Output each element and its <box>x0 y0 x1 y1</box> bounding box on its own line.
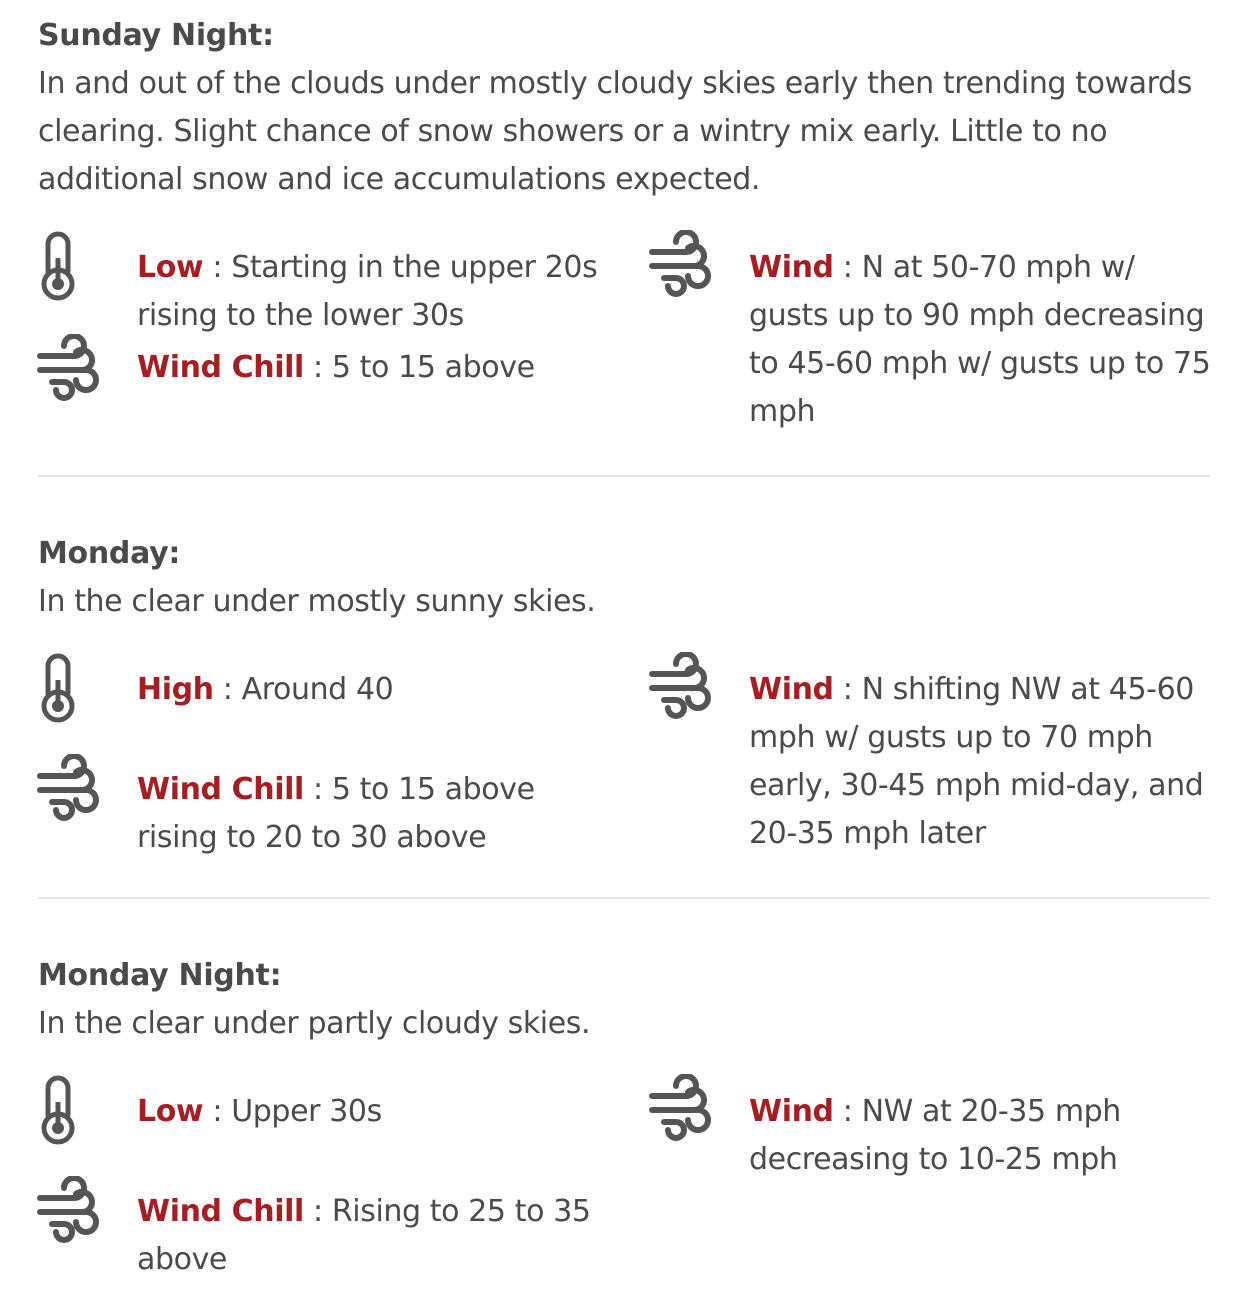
wind-chill-value: : Rising to 25 to 35 above <box>137 1194 591 1277</box>
wind-chill-value: : 5 to 15 above rising to 20 to 30 above <box>137 772 535 855</box>
wind-line <box>749 1088 1219 1184</box>
temp-value: : Upper 30s <box>203 1094 382 1129</box>
temp-value: : Starting in the upper 20s rising to the lower 30s <box>137 250 598 333</box>
temp-line <box>137 1088 607 1136</box>
wind-line <box>749 244 1219 436</box>
wind-label: Wind <box>749 672 834 707</box>
section-divider <box>38 897 1210 899</box>
temp-line <box>137 244 607 340</box>
period-description: In the clear under mostly sunny skies. <box>38 584 596 619</box>
temp-label: High <box>137 672 214 707</box>
thermometer-icon <box>24 1072 98 1146</box>
temp-label: Low <box>137 250 204 285</box>
wind-chill-line <box>137 766 607 862</box>
wind-icon <box>646 230 720 304</box>
wind-chill-line <box>137 1188 607 1284</box>
wind-value: : NW at 20-35 mph decreasing to 10-25 mph <box>749 1094 1121 1177</box>
wind-icon <box>646 1074 720 1148</box>
wind-icon <box>34 754 108 828</box>
forecast-section-sunday-night <box>38 12 1210 204</box>
period-description: In and out of the clouds under mostly cloudy skies early then trending towards clearing. Slight chance of snow showers or a wintry mix early. Little to no additional snow and ice accumulations expected. <box>38 66 1192 197</box>
forecast-section-monday <box>38 530 1210 626</box>
wind-chill-label: Wind Chill <box>137 772 304 807</box>
thermometer-icon <box>24 228 98 302</box>
section-divider <box>38 475 1210 477</box>
wind-line <box>749 666 1219 858</box>
wind-chill-line <box>137 344 607 392</box>
wind-chill-value: : 5 to 15 above <box>303 350 535 385</box>
temp-label: Low <box>137 1094 204 1129</box>
wind-chill-label: Wind Chill <box>137 350 304 385</box>
temp-line <box>137 666 607 714</box>
wind-label: Wind <box>749 1094 834 1129</box>
wind-value: : N at 50-70 mph w/ gusts up to 90 mph decreasing to 45-60 mph w/ gusts up to 75 mph <box>749 250 1211 429</box>
period-description: In the clear under partly cloudy skies. <box>38 1006 591 1041</box>
thermometer-icon <box>24 650 98 724</box>
wind-icon <box>34 334 108 408</box>
period-title: Monday Night: <box>38 958 282 993</box>
wind-icon <box>34 1176 108 1250</box>
wind-chill-label: Wind Chill <box>137 1194 304 1229</box>
period-title: Sunday Night: <box>38 18 274 53</box>
wind-icon <box>646 652 720 726</box>
wind-value: : N shifting NW at 45-60 mph w/ gusts up to 70 mph early, 30-45 mph mid-day, and 20-35 mph later <box>749 672 1204 851</box>
temp-value: : Around 40 <box>213 672 394 707</box>
wind-label: Wind <box>749 250 834 285</box>
period-title: Monday: <box>38 536 181 571</box>
forecast-section-monday-night <box>38 952 1210 1048</box>
